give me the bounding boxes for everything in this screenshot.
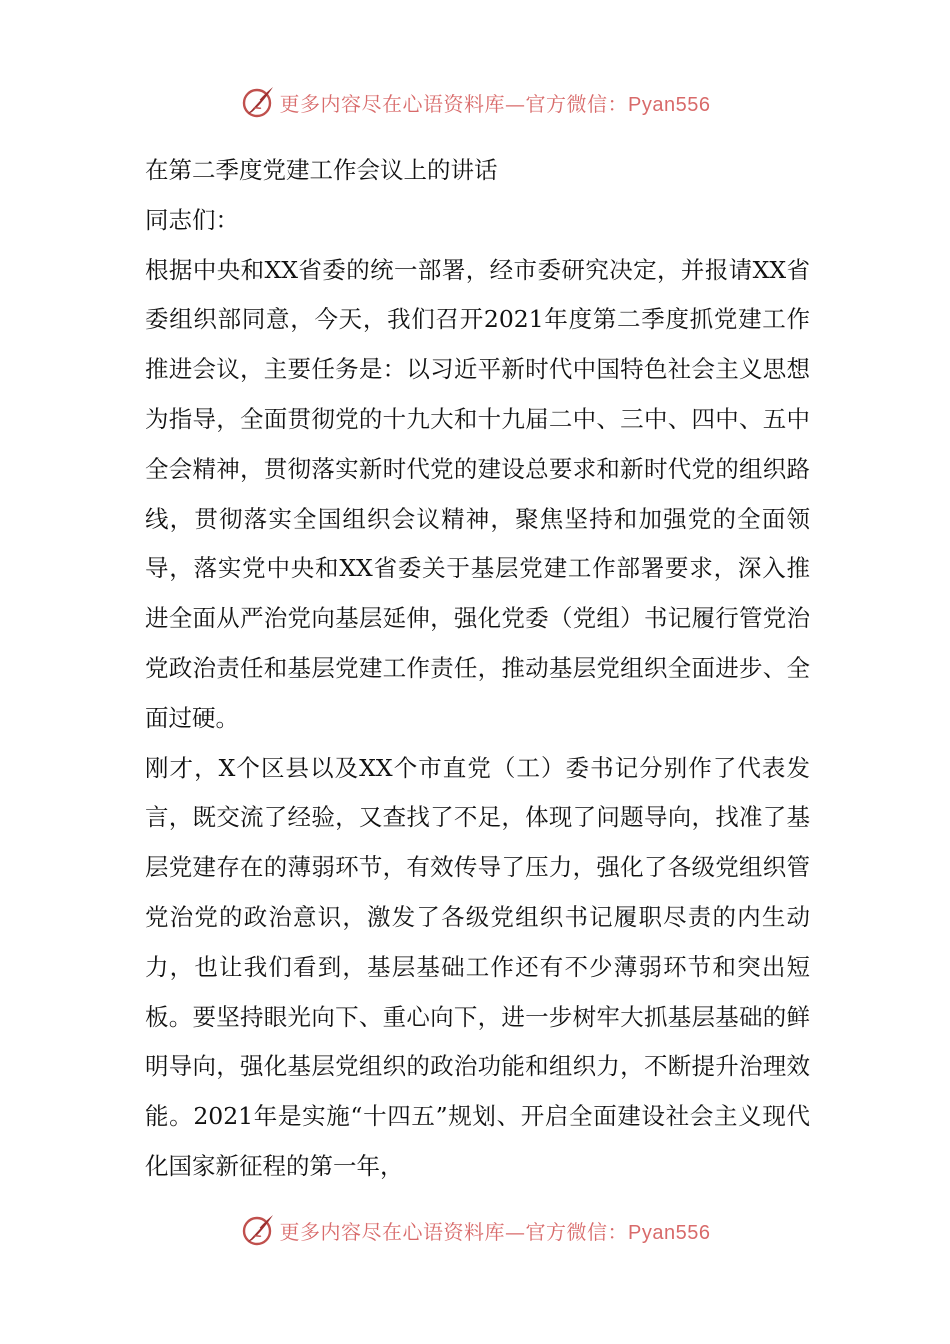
document-body [145,146,810,1192]
quill-pen-logo-icon [240,1212,276,1248]
wechat-handle: Pyan556 [628,93,711,116]
document-title: 在第二季度党建工作会议上的讲话 [145,156,498,184]
salutation: 同志们： [145,205,239,234]
wechat-handle: Pyan556 [628,1221,711,1244]
banner-text: 更多内容尽在心语资料库—官方微信：Pyan556 [279,91,711,116]
quill-pen-logo-icon [240,84,276,120]
paragraph-2: 刚才，X个区县以及XX个市直党（工）委书记分别作了代表发言，既交流了经验，又查找了不足，体现了问题导向，找准了基层党建存在的薄弱环节，有效传导了压力，强化了各级党组织管党治党的政治意识，激发了各级党组织书记履职尽责的内生动力，也让我们看到，基层基础工作还有不少薄弱环节和突出短板。要坚持眼光向下、重心向下，进一步树牢大抓基层基础的鲜明导向，强化基层党组织的政治功能和组织力，不断提升治理效能。2021年是实施“十四五”规划、开启全面建设社会主义现代化国家新征程的第一年， [145,753,810,1180]
paragraph-1: 根据中央和XX省委的统一部署，经市委研究决定，并报请XX省委组织部同意，今天，我们召开2021年度第二季度抓党建工作推进会议，主要任务是：以习近平新时代中国特色社会主义思想为指导，全面贯彻党的十九大和十九届二中、三中、四中、五中全会精神，贯彻落实新时代党的建设总要求和新时代党的组织路线，贯彻落实全国组织会议精神，聚焦坚持和加强党的全面领导，落实党中央和XX省委关于基层党建工作部署要求，深入推进全面从严治党向基层延伸，强化党委（党组）书记履行管党治党政治责任和基层党建工作责任，推动基层党组织全面进步、全面过硬。 [145,255,810,732]
banner-text: 更多内容尽在心语资料库—官方微信：Pyan556 [279,1219,711,1244]
footer-banner [0,1210,950,1250]
header-banner [0,82,950,122]
